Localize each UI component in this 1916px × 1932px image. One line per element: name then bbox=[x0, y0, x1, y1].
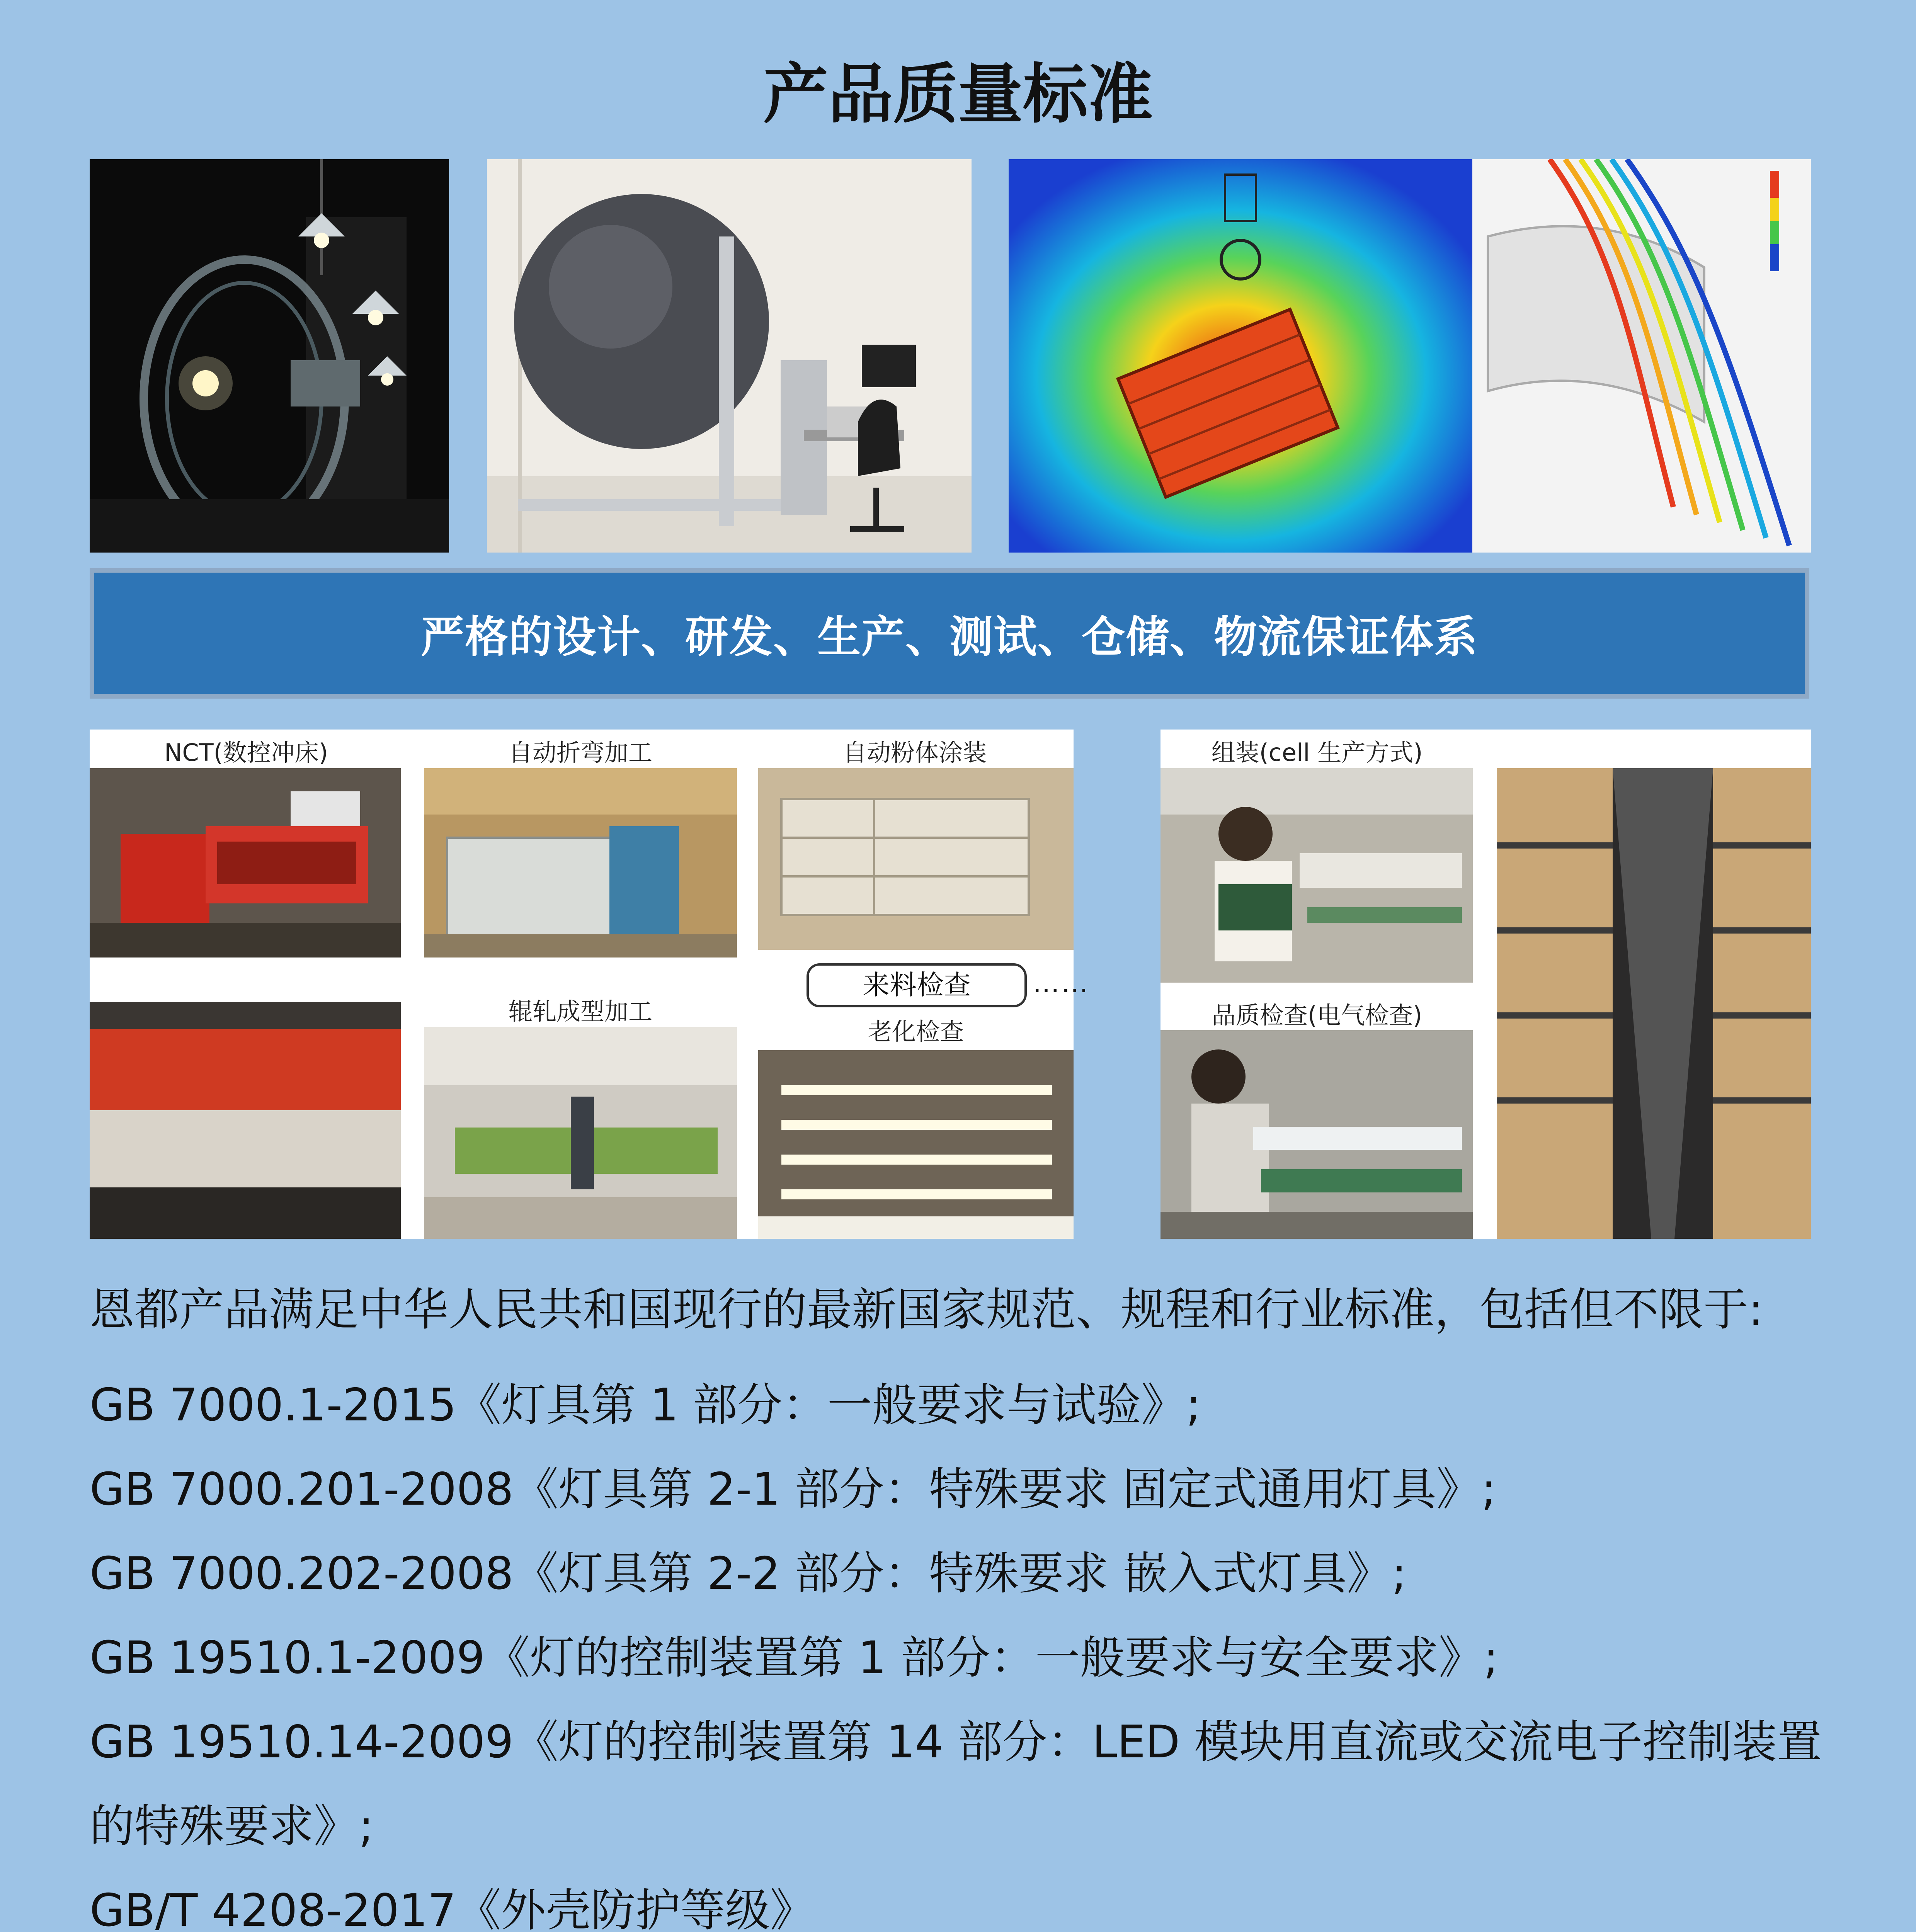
goniophotometer-photo bbox=[90, 159, 449, 553]
standard-item: GB 7000.201-2008《灯具第 2-1 部分：特殊要求 固定式通用灯具》; bbox=[90, 1463, 1497, 1515]
caption-dots: …… bbox=[1033, 967, 1090, 999]
standards-intro: 恩都产品满足中华人民共和国现行的最新国家规范、规程和行业标准，包括但不限于: bbox=[90, 1284, 1764, 1336]
auto-bending-photo bbox=[424, 768, 737, 957]
thermal-simulation-photo bbox=[1009, 159, 1472, 553]
caption-assembly: 组装(cell 生产方式) bbox=[1211, 738, 1423, 767]
integrating-sphere-photo bbox=[487, 159, 972, 553]
page-title: 产品质量标准 bbox=[763, 56, 1153, 132]
caption-incoming-inspection: 来料检查 bbox=[807, 963, 1027, 1007]
standards-list bbox=[90, 1363, 1836, 1932]
caption-bending: 自动折弯加工 bbox=[508, 738, 652, 767]
manufacturing-collage bbox=[90, 730, 1090, 1239]
caption-aging-inspection: 老化检查 bbox=[868, 1017, 964, 1046]
assembly-collage bbox=[1160, 730, 1811, 1239]
warehouse-photo bbox=[1497, 768, 1811, 1239]
powder-coating-photo bbox=[758, 768, 1074, 950]
punch-closeup-photo bbox=[90, 1002, 401, 1239]
quality-check-photo bbox=[1160, 1030, 1473, 1239]
aging-test-photo bbox=[758, 1050, 1074, 1239]
caption-quality-check: 品质检查(电气检查) bbox=[1212, 1001, 1423, 1029]
nct-punch-photo bbox=[90, 768, 401, 957]
standard-item: GB/T 4208-2017《外壳防护等级》 bbox=[90, 1884, 815, 1932]
roll-forming-photo bbox=[424, 1027, 737, 1239]
standard-item: GB 7000.202-2008《灯具第 2-2 部分：特殊要求 嵌入式灯具》; bbox=[90, 1548, 1407, 1600]
airflow-simulation-photo bbox=[1472, 159, 1811, 553]
standard-item: GB 19510.1-2009《灯的控制装置第 1 部分：一般要求与安全要求》; bbox=[90, 1632, 1499, 1684]
caption-nct: NCT(数控冲床) bbox=[164, 738, 328, 767]
quality-system-banner: 严格的设计、研发、生产、测试、仓储、物流保证体系 bbox=[90, 568, 1809, 699]
assembly-line-photo bbox=[1160, 768, 1473, 983]
caption-powder: 自动粉体涂装 bbox=[842, 738, 987, 767]
standard-item: GB 7000.1-2015《灯具第 1 部分：一般要求与试验》; bbox=[90, 1379, 1201, 1431]
standard-item: GB 19510.14-2009《灯的控制装置第 14 部分：LED 模块用直流或交流电子控制装置的特殊要求》; bbox=[90, 1716, 1822, 1852]
caption-roll-forming: 辊轧成型加工 bbox=[508, 997, 652, 1026]
